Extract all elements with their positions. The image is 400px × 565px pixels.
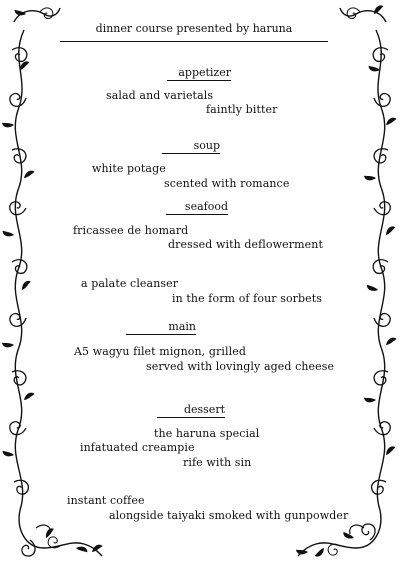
course-line: scented with romance — [164, 177, 290, 190]
course-heading-seafood: seafood — [166, 200, 228, 215]
course-line: instant coffee — [67, 494, 145, 507]
course-heading-dessert: dessert — [157, 403, 225, 418]
course-line: salad and varietals — [106, 89, 214, 102]
menu-title: dinner course presented by haruna — [95, 22, 293, 35]
course-line: in the form of four sorbets — [172, 292, 323, 305]
course-heading-main: main — [126, 320, 196, 335]
course-line: the haruna special — [154, 427, 260, 440]
course-heading-appetizer: appetizer — [167, 66, 231, 81]
course-line: fricassee de homard — [73, 224, 189, 237]
course-line: white potage — [92, 162, 166, 175]
course-line: dressed with deflowerment — [168, 238, 323, 251]
course-heading-soup: soup — [162, 139, 220, 154]
course-line: infatuated creampie — [80, 441, 195, 454]
course-line: served with lovingly aged cheese — [146, 360, 335, 373]
title-underline — [60, 41, 328, 42]
course-line: a palate cleanser — [81, 277, 179, 290]
course-line: A5 wagyu filet mignon, grilled — [74, 345, 246, 358]
course-line: alongside taiyaki smoked with gunpowder — [109, 509, 349, 522]
course-line: faintly bitter — [206, 103, 278, 116]
course-line: rife with sin — [183, 456, 252, 469]
